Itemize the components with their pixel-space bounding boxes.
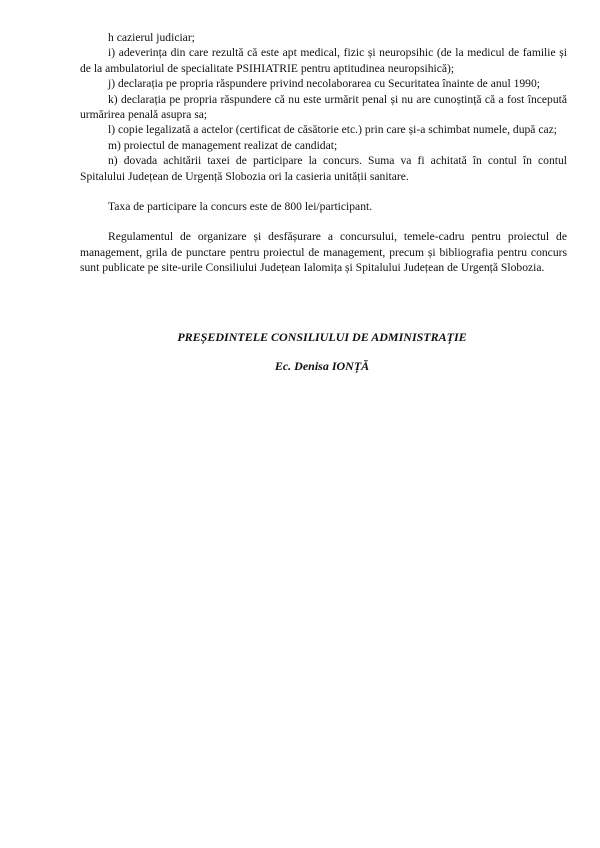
list-item: j) declarația pe propria răspundere privind necolaborarea cu Securitatea înainte de anul 1990; [108,77,540,91]
participation-fee-paragraph: Taxa de participare la concurs este de 800 lei/participant. [108,200,373,214]
list-item: k) declarația pe propria răspundere că nu este urmărit penal și nu are cunoștință că a fost începută urmărirea penală asupra sa; [80,92,567,122]
list-item: h cazierul judiciar; [108,31,195,44]
list-item: i) adeverința din care rezultă că este apt medical, fizic și neuropsihic (de la medicul de familie și de la ambulatoriul de specialitate PSIHIATRIE pentru aptitudinea neuropsihică); [80,46,567,75]
signature-title: PREȘEDINTELE CONSILIULUI DE ADMINISTRAȚIE [177,330,467,344]
list-item: n) dovada achitării taxei de participare la concurs. Suma va fi achitată în contul în contul Spitalului Județean de Urgență Slobozia ori la casieria unității sanitare. [80,154,567,183]
regulation-paragraph: Regulamentul de organizare și desfășurare a concursului, temele-cadru pentru proiectul de management, grila de punctare pentru proiectul de management, precum și bibliografia pentru concurs sunt publicate pe site-urile Consiliului Județean Ialomița și Spitalului Județean de Urgență Slobozia. [80,230,567,275]
list-item: m) proiectul de management realizat de candidat; [108,138,338,152]
signature-name: Ec. Denisa IONȚĂ [274,359,370,373]
required-documents-list [80,30,567,184]
list-item: l) copie legalizată a actelor (certificat de căsătorie etc.) prin care și-a schimbat numele, după caz; [108,123,558,137]
